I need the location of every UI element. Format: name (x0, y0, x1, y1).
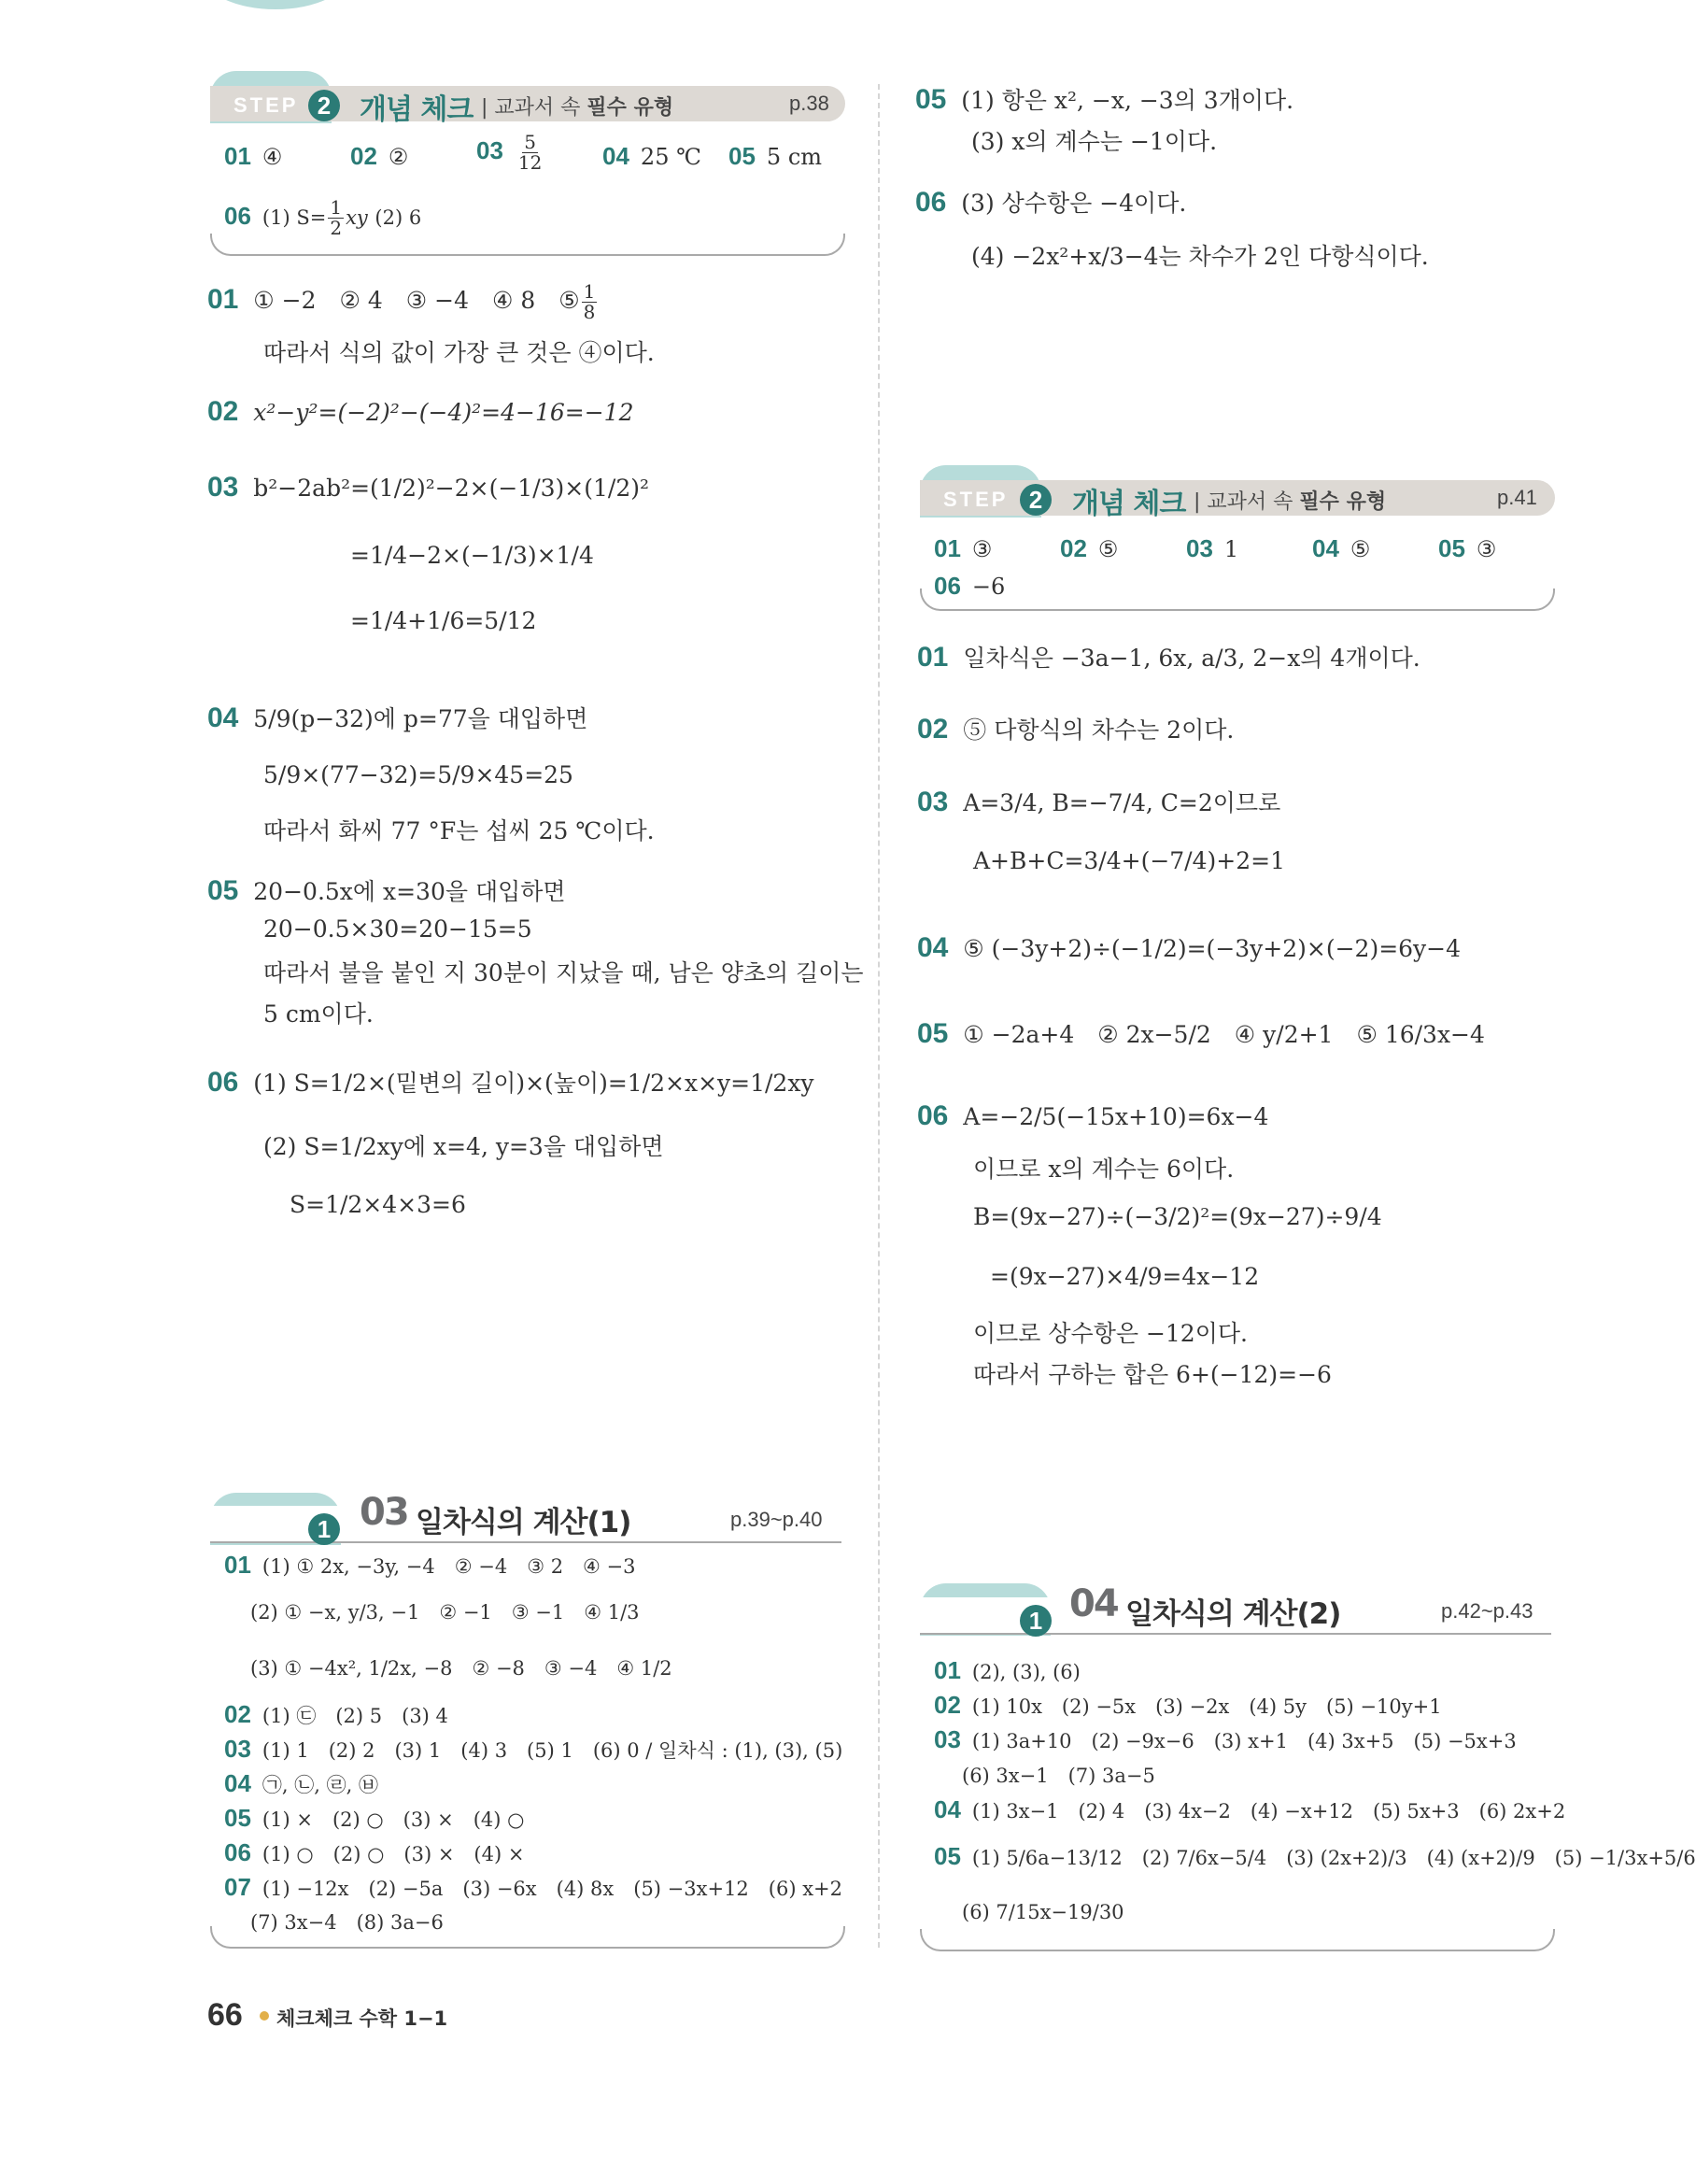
top-decoration (201, 0, 350, 9)
sol-q01: 01 일차식은 −3a−1, 6x, a/3, 2−x의 4개이다. (917, 642, 1420, 673)
sol-01: 01 ① −2 ② 4 ③ −4 ④ 8 ⑤ $\frac{1}{8}$ (207, 280, 596, 323)
sol-r06-part4: (4) −2x²+x/3−4는 차수가 2인 다항식이다. (971, 243, 1429, 270)
d-05b: (6) 7/15x−19/30 (962, 1901, 1124, 1923)
c-01b: (2) ① −x, y/3, −1 ② −1 ③ −1 ④ 1/3 (250, 1601, 640, 1624)
sol-r05-part3: (3) x의 계수는 −1이다. (971, 128, 1218, 155)
sol-02: 02 x²−y²=(−2)²−(−4)²=4−16=−12 (207, 396, 634, 427)
qa-04: 04 25 ℃ (602, 142, 701, 170)
c-06: 06 (1) ○ (2) ○ (3) × (4) × (224, 1838, 525, 1866)
sol-q03-sum: A+B+C=3/4+(−7/4)+2=1 (973, 847, 1285, 874)
sol-06-result: S=1/2×4×3=6 (290, 1191, 466, 1218)
c-07b: (7) 3x−4 (8) 3a−6 (250, 1911, 444, 1934)
sol-q02: 02 ⑤ 다항식의 차수는 2이다. (917, 714, 1235, 745)
sol-q04: 04 ⑤ (−3y+2)÷(−1/2)=(−3y+2)×(−2)=6y−4 (917, 932, 1462, 963)
d-01: 01 (2), (3), (6) (934, 1656, 1081, 1684)
step-label: STEP (233, 93, 299, 117)
step-number: 2 (308, 90, 340, 121)
d-04: 04 (1) 3x−1 (2) 4 (3) 4x−2 (4) −x+12 (5) 5x+3 (6) 2x+2 (934, 1795, 1566, 1823)
sol-03: 03 b²−2ab²=(1/2)²−2×(−1/3)×(1/2)² (207, 472, 649, 503)
sol-05-answer: 5 cm이다. (263, 1000, 374, 1028)
sol-04-calc: 5/9×(77−32)=5/9×45=25 (263, 761, 573, 788)
c-01a: 01 (1) ① 2x, −3y, −4 ② −4 ③ 2 ④ −3 (224, 1551, 636, 1579)
header-page: p.39~p.40 (730, 1508, 823, 1531)
header-page: p.38 (789, 92, 829, 115)
c-04: 04 ㉠, ㉡, ㉣, ㉥ (224, 1769, 378, 1797)
sol-04-conclusion: 따라서 화씨 77 °F는 섭씨 25 ℃이다. (263, 817, 655, 844)
qb-01: 01 ③ (934, 534, 993, 562)
header-unit-number: 03 (360, 1491, 408, 1534)
c-05: 05 (1) × (2) ○ (3) × (4) ○ (224, 1804, 525, 1832)
c-03: 03 (1) 1 (2) 2 (3) 1 (4) 3 (5) 1 (6) 0 / 일차식 : (1), (3), (5) (224, 1735, 843, 1763)
sol-03-step2: =1/4−2×(−1/3)×1/4 (350, 542, 594, 569)
qb-04: 04 ⑤ (1312, 534, 1371, 562)
sol-q06-final: 따라서 구하는 합은 6+(−12)=−6 (973, 1361, 1332, 1388)
qb-06: 06 −6 (934, 572, 1006, 600)
column-divider (878, 84, 880, 1948)
header-page: p.41 (1497, 486, 1537, 509)
c-07a: 07 (1) −12x (2) −5a (3) −6x (4) 8x (5) −3x+12 (6) x+2 (224, 1873, 843, 1901)
qa-06: 06 (1) S= $\frac{1}{2}$ xy (2) 6 (224, 196, 422, 239)
box-border-c (210, 1926, 845, 1949)
header-title: 개념 체크 (1072, 488, 1186, 520)
box-border-a (210, 234, 845, 256)
d-02: 02 (1) 10x (2) −5x (3) −2x (4) 5y (5) −10y+1 (934, 1691, 1442, 1719)
step-label: STEP (943, 1609, 1009, 1632)
qa-02: 02 ② (350, 142, 409, 170)
box-border-b (920, 589, 1555, 611)
qa-01: 01 ④ (224, 142, 283, 170)
sol-05: 05 20−0.5x에 x=30을 대입하면 (207, 875, 566, 906)
sol-04: 04 5/9(p−32)에 p=77을 대입하면 (207, 702, 588, 733)
sol-q06-coef: 이므로 x의 계수는 6이다. (973, 1156, 1235, 1183)
qb-03: 03 1 (1186, 534, 1239, 562)
sol-q06-b: B=(9x−27)÷(−3/2)²=(9x−27)÷9/4 (973, 1203, 1382, 1230)
d-03a: 03 (1) 3a+10 (2) −9x−6 (3) x+1 (4) 3x+5 (5) −5x+3 (934, 1725, 1517, 1753)
page-number: 66 (207, 1997, 243, 2033)
book-title: 체크체크 수학 1−1 (276, 2007, 448, 2030)
header-subtitle: | 교과서 속 필수 유형 (1194, 490, 1387, 514)
sol-q03: 03 A=3/4, B=−7/4, C=2이므로 (917, 787, 1281, 817)
sol-r06: 06 (3) 상수항은 −4이다. (915, 187, 1187, 218)
step-label: STEP (233, 1517, 299, 1540)
step-number: 1 (308, 1513, 340, 1545)
box-border-d (920, 1929, 1555, 1951)
sol-01-conclusion: 따라서 식의 값이 가장 큰 것은 ④이다. (263, 339, 655, 366)
sol-05-conclusion: 따라서 불을 붙인 지 30분이 지났을 때, 남은 양초의 길이는 (263, 959, 864, 986)
qb-05: 05 ③ (1438, 534, 1497, 562)
sol-q06: 06 A=−2/5(−15x+10)=6x−4 (917, 1100, 1269, 1131)
c-01c: (3) ① −4x², 1/2x, −8 ② −8 ③ −4 ④ 1/2 (250, 1657, 672, 1680)
c-02: 02 (1) ㉢ (2) 5 (3) 4 (224, 1700, 448, 1728)
header-unit-number: 04 (1069, 1582, 1118, 1625)
header-title: 일차식의 계산(2) (1125, 1597, 1341, 1631)
d-03b: (6) 3x−1 (7) 3a−5 (962, 1765, 1155, 1787)
step-number: 2 (1020, 484, 1052, 516)
sol-q05: 05 ① −2a+4 ② 2x−5/2 ④ y/2+1 ⑤ 16/3x−4 (917, 1018, 1485, 1049)
sol-06-part2: (2) S=1/2xy에 x=4, y=3을 대입하면 (263, 1133, 664, 1160)
sol-05-calc: 20−0.5×30=20−15=5 (263, 915, 532, 943)
header-page: p.42~p.43 (1441, 1599, 1533, 1623)
sol-q06-b2: =(9x−27)×4/9=4x−12 (990, 1263, 1260, 1290)
sol-03-step3: =1/4+1/6=5/12 (350, 607, 537, 634)
qa-03: 03 $\frac{5}{12}$ (476, 131, 543, 174)
header-title: 개념 체크 (360, 93, 473, 126)
step-label: STEP (943, 488, 1009, 511)
sol-06: 06 (1) S=1/2×(밑변의 길이)×(높이)=1/2×x×y=1/2xy (207, 1067, 814, 1098)
sol-q06-const: 이므로 상수항은 −12이다. (973, 1320, 1248, 1347)
header-subtitle: | 교과서 속 필수 유형 (481, 96, 674, 120)
qb-02: 02 ⑤ (1060, 534, 1119, 562)
qa-05: 05 5 cm (728, 142, 823, 170)
sol-r05: 05 (1) 항은 x², −x, −3의 3개이다. (915, 84, 1294, 115)
step-number: 1 (1020, 1605, 1052, 1637)
header-title: 일차식의 계산(1) (416, 1506, 631, 1539)
d-05: 05 (1) 5/6a−13/12 (2) 7/6x−5/4 (3) (2x+2)/3 (4) (x+2)/9 (5) −1/3x+5/6 (934, 1842, 1696, 1870)
footer-dot (260, 2011, 269, 2021)
